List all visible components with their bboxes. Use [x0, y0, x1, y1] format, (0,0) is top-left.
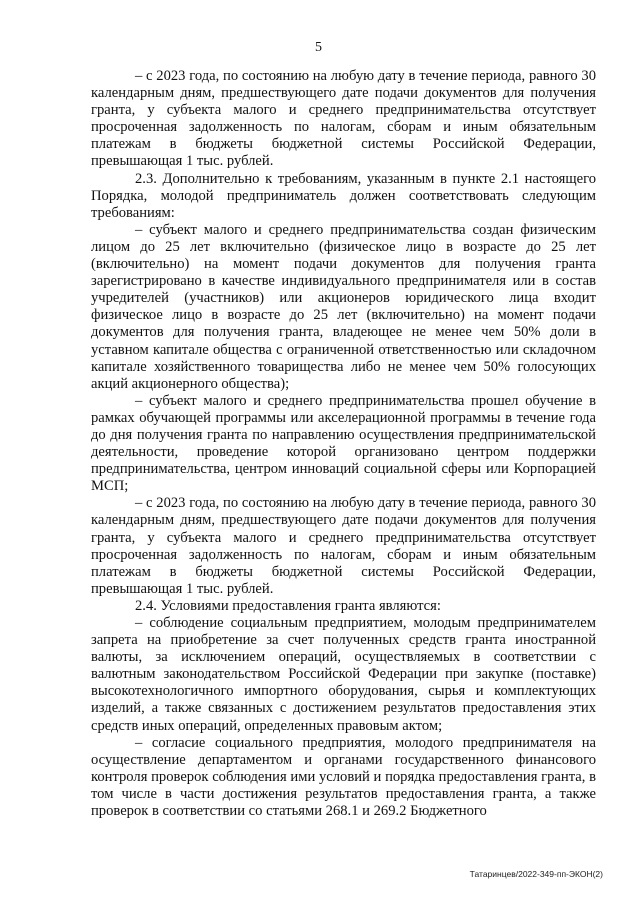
paragraph-age-requirement: – субъект малого и среднего предпринимательства создан физическим лицом до 25 лет включительно (физическое лицо в возрасте до 25 лет (включительно) на момент подачи документов для получения гранта зарегистрировано в качестве индивидуального предпринимателя или в состав учредителей (участников) или акционеров юридического лица входит физическое лицо в возрасте до 25 лет (включительно) на момент подачи документов для получения гранта, владеющее не менее чем 50% доли в уставном капитале общества с ограниченной ответственностью или складочном капитале хозяйственного товарищества либо не менее чем 50% голосующих акций акционерного общества); [91, 221, 596, 392]
document-footer-code: Татаринцев/2022-349-пп-ЭКОН(2) [469, 869, 603, 879]
document-body [91, 68, 596, 820]
paragraph-tax-debt-condition: – с 2023 года, по состоянию на любую дату в течение периода, равного 30 календарным дням, предшествующего дате подачи документов для получения гранта, у субъекта малого и среднего предпринимательства отсутствует просроченная задолженность по налогам, сборам и иным обязательным платежам в бюджеты бюджетной системы Российской Федерации, превышающая 1 тыс. рублей. [91, 68, 596, 170]
paragraph-currency-ban: – соблюдение социальным предприятием, молодым предпринимателем запрета на приобретение за счет полученных средств гранта иностранной валюты, за исключением операций, осуществляемых в соответствии с валютным законодательством Российской Федерации при закупке (поставке) высокотехнологичного импортного оборудования, сырья и комплектующих изделий, а также связанных с достижением результатов предоставления этих средств иных операций, определенных правовым актом; [91, 615, 596, 734]
page-number: 5 [315, 40, 322, 55]
paragraph-training-requirement: – субъект малого и среднего предпринимательства прошел обучение в рамках обучающей программы или акселерационной программы в течение года до дня получения гранта по направлению осуществления предпринимательской деятельности, проведение которой организовано центром поддержки предпринимательства, центром инноваций социальной сферы или Корпорацией МСП; [91, 392, 596, 495]
paragraph-audit-consent: – согласие социального предприятия, молодого предпринимателя на осуществление департаментом и органами государственного финансового контроля проверок соблюдения ими условий и порядка предоставления гранта, в том числе в части достижения результатов предоставления гранта, а также проверок в соответствии со статьями 268.1 и 269.2 Бюджетного [91, 734, 596, 820]
paragraph-section-2-4: 2.4. Условиями предоставления гранта являются: [135, 597, 441, 614]
paragraph-section-2-3: 2.3. Дополнительно к требованиям, указанным в пункте 2.1 настоящего Порядка, молодой предприниматель должен соответствовать следующим требованиям: [91, 170, 596, 221]
paragraph-tax-debt-condition-young: – с 2023 года, по состоянию на любую дату в течение периода, равного 30 календарным дням, предшествующего дате подачи документов для получения гранта, у субъекта малого и среднего предпринимательства отсутствует просроченная задолженность по налогам, сборам и иным обязательным платежам в бюджеты бюджетной системы Российской Федерации, превышающая 1 тыс. рублей. [91, 495, 596, 597]
